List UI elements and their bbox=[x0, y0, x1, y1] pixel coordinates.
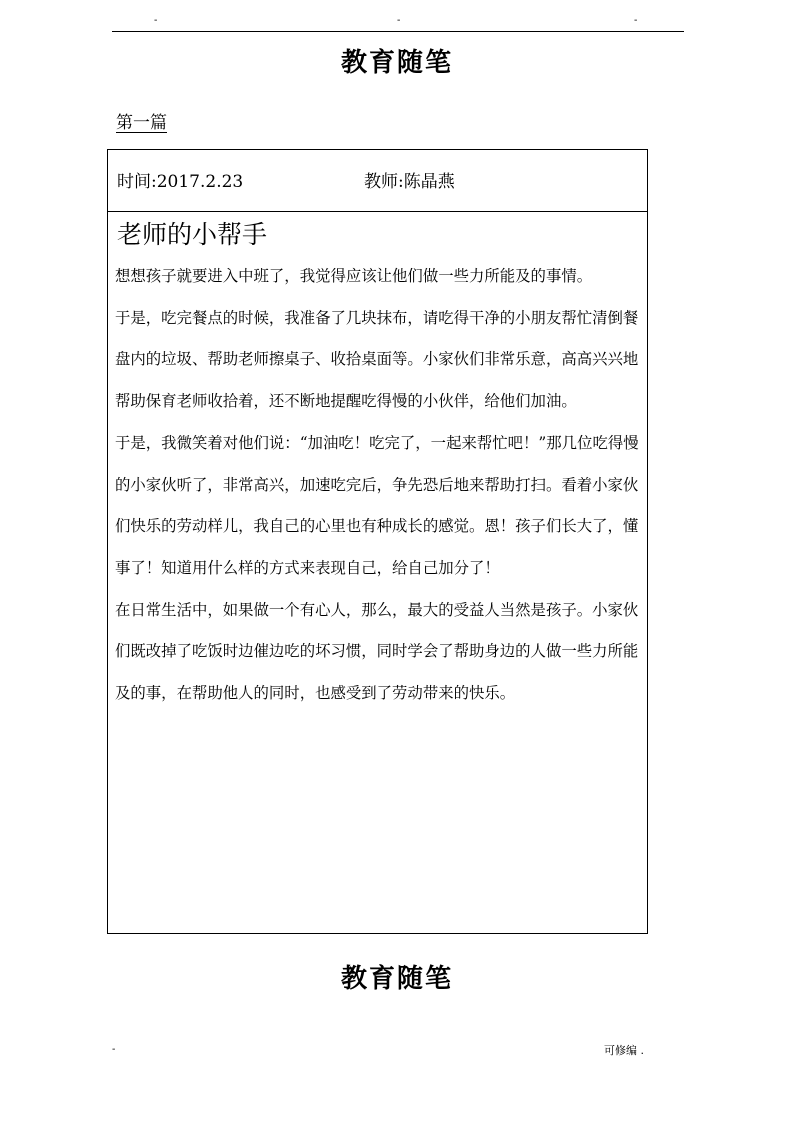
article-paragraph: 于是，我微笑着对他们说：“加油吃！吃完了，一起来帮忙吧！”那几位吃得慢的小家伙听了，非常高兴，加速吃完后，争先恐后地来帮助打扫。看着小家伙们快乐的劳动样儿，我自己的心里也有种成长的感觉。恩！孩子们长大了，懂事了！知道用什么样的方式来表现自己，给自己加分了！ bbox=[115, 433, 639, 577]
header-rule bbox=[112, 31, 684, 32]
footer-editable-note: 可修编 . bbox=[604, 1044, 644, 1057]
article-title: 老师的小帮手 bbox=[117, 220, 268, 249]
header-mark-center: - bbox=[397, 15, 401, 26]
next-page-title: 教育随笔 bbox=[340, 964, 453, 994]
page-header bbox=[112, 16, 684, 30]
record-table bbox=[107, 149, 648, 934]
footer-mark: - bbox=[112, 1044, 116, 1055]
record-time: 时间:2017.2.23 bbox=[117, 172, 244, 192]
article-paragraph: 在日常生活中，如果做一个有心人，那么，最大的受益人当然是孩子。小家伙们既改掉了吃饭时边催边吃的坏习惯，同时学会了帮助身边的人做一些力所能及的事，在帮助他人的同时，也感受到了劳动带来的快乐。 bbox=[115, 600, 639, 703]
article-body bbox=[115, 256, 643, 715]
record-teacher: 教师:陈晶燕 bbox=[364, 172, 455, 192]
header-mark-left: - bbox=[154, 15, 158, 26]
page-title: 教育随笔 bbox=[340, 48, 453, 78]
section-label: 第一篇 bbox=[116, 113, 167, 133]
record-meta-row bbox=[108, 150, 647, 212]
header-mark-right: - bbox=[634, 15, 638, 26]
article-paragraph: 于是，吃完餐点的时候，我准备了几块抹布，请吃得干净的小朋友帮忙清倒餐盘内的垃圾、帮助老师擦桌子、收拾桌面等。小家伙们非常乐意，高高兴兴地帮助保育老师收拾着，还不断地提醒吃得慢的小伙伴，给他们加油。 bbox=[115, 308, 639, 411]
article-paragraph: 想想孩子就要进入中班了，我觉得应该让他们做一些力所能及的事情。 bbox=[115, 267, 593, 285]
